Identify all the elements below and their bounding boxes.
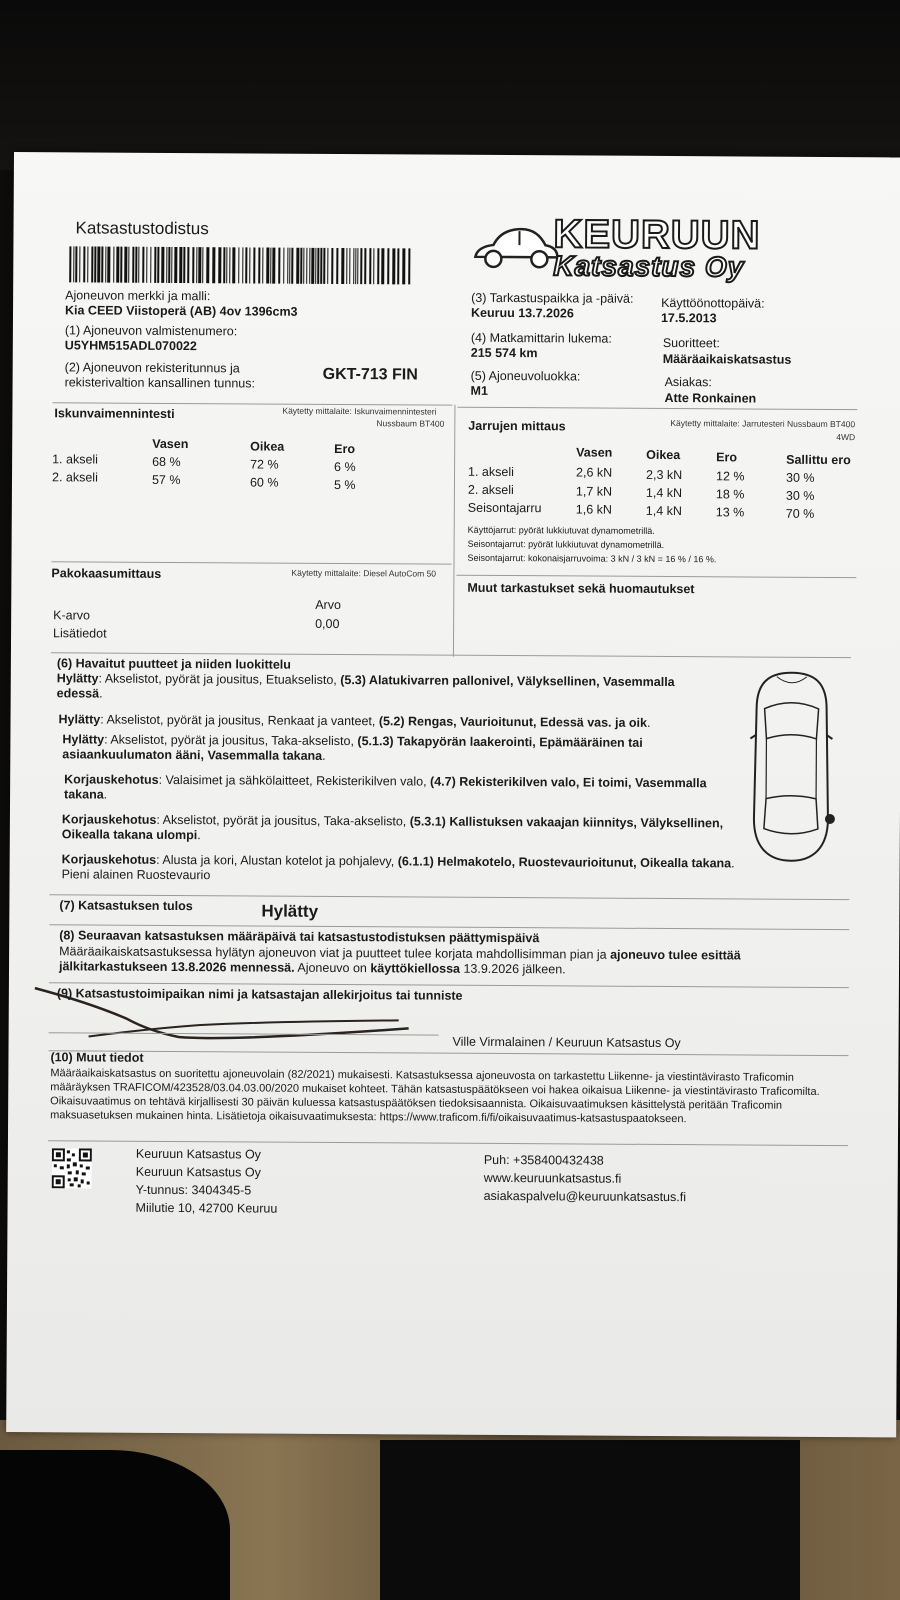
defect-code: (6.1.1) Helmakotelo, Ruostevaurioitunut, Oikealla takana bbox=[397, 854, 732, 871]
shock-test-device: Käytetty mittalaite: Iskunvaimennintesteri bbox=[282, 405, 437, 417]
k-value: 0,00 bbox=[315, 616, 340, 631]
barcode-bar bbox=[212, 247, 215, 283]
barcode-bar bbox=[317, 248, 319, 284]
defect-tail: . bbox=[322, 748, 326, 763]
next-text-bold-2: käyttökiellossa bbox=[370, 961, 461, 976]
divider bbox=[48, 1140, 848, 1146]
barcode-bar bbox=[266, 248, 269, 284]
qr-code-icon bbox=[52, 1148, 92, 1188]
footer-phone: Puh: +358400432438 bbox=[483, 1152, 604, 1168]
brake-note: Seisontajarrut: pyörät lukkiutuvat dynamometrillä. bbox=[467, 538, 665, 550]
brake-row-value: 1,7 kN bbox=[575, 484, 613, 499]
barcode-bar bbox=[278, 248, 280, 284]
other-info-text: Määräaikaiskatsastus on suoritettu ajoneuvolain (82/2021) mukaisesti. Katsastuksessa ajoneuvosta on tarkastettu Liikenne- ja viestintävirasto Traficomin määräyksen TRAFICOM/423528/03.04.03.00/2020 mukaiset kohteet. Tähän katsastuspäätökseen voi hakea oikaisua Liikenne- ja viestintävirasto Traficomilta. Oikaisuvaatimus on tehtävä kirjallisesti 30 päivän kuluessa katsastuspäätöksen tiedoksisaannista. Oikaisuvaatimuksen käsittelystä peritään Traficomin maksuasetuksen mukainen hinta. Lisätietoja oikaisuvaatimuksesta: https://www.traficom.fi/fi/oikaisuvaatimus-katsastuspaatokseen. bbox=[50, 1067, 820, 1126]
barcode-bar bbox=[223, 247, 225, 283]
emission-value-header: Arvo bbox=[315, 597, 341, 613]
divider bbox=[52, 402, 452, 405]
barcode-bar bbox=[381, 248, 384, 284]
defect-description: : Akselistot, pyörät ja jousitus, Taka-akselisto, bbox=[104, 732, 358, 749]
barcode-bar bbox=[392, 248, 395, 284]
brake-row-label: 2. akseli bbox=[467, 482, 514, 498]
barcode-bar bbox=[364, 248, 366, 284]
defect-code: (5.2) Rengas, Vaurioitunut, Edessä vas. ja oik bbox=[378, 714, 648, 730]
odometer-label: (4) Matkamittarin lukema: bbox=[470, 330, 612, 346]
barcode-bar bbox=[377, 248, 379, 284]
background-dark bbox=[0, 0, 900, 170]
defect-grade: Korjauskehotus bbox=[61, 812, 157, 827]
defect-code: (5.1.3) Takapyörän laakerointi, Epämääräinen tai asiaankuulumaton ääni, Vasemmalla takana bbox=[62, 734, 643, 763]
brake-header-right: Oikea bbox=[646, 447, 681, 463]
barcode-bar bbox=[198, 247, 201, 283]
footer-line: Keuruun Katsastus Oy bbox=[135, 1164, 261, 1180]
barcode-bar bbox=[296, 248, 299, 284]
place-date: Keuruu 13.7.2026 bbox=[470, 305, 574, 321]
barcode-bar bbox=[135, 247, 137, 283]
reg-label-1: (2) Ajoneuvon rekisteritunnus ja bbox=[64, 360, 240, 376]
barcode-bar bbox=[346, 248, 347, 284]
barcode-bar bbox=[331, 248, 333, 284]
barcode bbox=[69, 246, 415, 284]
barcode-bar bbox=[192, 247, 194, 283]
defect-item bbox=[57, 671, 717, 705]
barcode-bar bbox=[183, 247, 185, 283]
next-inspection-text bbox=[59, 944, 779, 978]
make-model-label: Ajoneuvon merkki ja malli: bbox=[65, 288, 211, 304]
barcode-bar bbox=[306, 248, 307, 284]
signature-title: (9) Katsastustoimipaikan nimi ja katsastajan allekirjoitus tai tunniste bbox=[56, 986, 463, 1003]
barcode-bar bbox=[360, 248, 362, 284]
car-logo-icon bbox=[471, 217, 561, 274]
barcode-bar bbox=[311, 248, 314, 284]
shock-header-left: Vasen bbox=[152, 436, 189, 452]
first-use-label: Käyttöönottopäivä: bbox=[661, 295, 765, 311]
brake-row-value: 18 % bbox=[715, 487, 745, 502]
defect-description: : Akselistot, pyörät ja jousitus, Etuakselisto, bbox=[98, 671, 341, 688]
barcode-bar bbox=[232, 247, 235, 283]
barcode-bar bbox=[320, 248, 322, 284]
registration-number: GKT-713 FIN bbox=[322, 365, 418, 384]
barcode-bar bbox=[168, 247, 170, 283]
barcode-bar bbox=[107, 247, 110, 283]
brake-test-device: Käytetty mittalaite: Jarrutesteri Nussbaum BT400 bbox=[670, 418, 856, 430]
barcode-bar bbox=[206, 247, 209, 283]
barcode-bar bbox=[174, 247, 177, 283]
barcode-bar bbox=[97, 247, 100, 283]
barcode-bar bbox=[113, 247, 114, 283]
barcode-bar bbox=[238, 247, 239, 283]
defect-description: : Valaisimet ja sähkölaitteet, Rekisterikilven valo, bbox=[158, 772, 431, 789]
brake-row-value: 13 % bbox=[715, 505, 745, 520]
divider bbox=[453, 405, 456, 657]
brake-row-value: 12 % bbox=[715, 469, 745, 484]
make-model: Kia CEED Viistoperä (AB) 4ov 1396cm3 bbox=[64, 303, 298, 319]
barcode-bar bbox=[253, 247, 255, 283]
barcode-bar bbox=[300, 248, 302, 284]
emission-device: Käytetty mittalaite: Diesel AutoCom 50 bbox=[291, 567, 437, 579]
barcode-bar bbox=[336, 248, 338, 284]
defect-description: : Akselistot, pyörät ja jousitus, Renkaat ja vanteet, bbox=[100, 712, 379, 729]
barcode-bar bbox=[161, 247, 164, 283]
barcode-bar bbox=[171, 247, 172, 283]
barcode-bar bbox=[69, 246, 71, 282]
barcode-bar bbox=[397, 248, 399, 284]
footer-line: Keuruun Katsastus Oy bbox=[135, 1146, 262, 1162]
emission-title: Pakokaasumittaus bbox=[51, 566, 162, 581]
brake-row-label: 1. akseli bbox=[468, 464, 514, 480]
barcode-bar bbox=[245, 247, 247, 283]
performed-label: Suoritteet: bbox=[662, 335, 720, 351]
barcode-bar bbox=[120, 247, 122, 283]
signature-scribble-icon bbox=[29, 978, 449, 1051]
shock-row-label: 2. akseli bbox=[51, 470, 98, 485]
defect-code: (5.3) Alatukivarren pallonivel, Välyksellinen, Vasemmalla edessä bbox=[56, 673, 675, 701]
brake-row-value: 1,4 kN bbox=[645, 485, 683, 501]
footer-email: asiakaspalvelu@keuruunkatsastus.fi bbox=[483, 1188, 687, 1205]
brake-test-title: Jarrujen mittaus bbox=[468, 418, 566, 434]
barcode-bar bbox=[226, 247, 227, 283]
defect-tail: . bbox=[103, 787, 108, 802]
brake-test-device-mode: 4WD bbox=[836, 432, 856, 443]
inspection-certificate bbox=[6, 152, 900, 1437]
brake-note: Seisontajarrut: kokonaisjarruvoima: 3 kN / 3 kN = 16 % / 16 %. bbox=[467, 552, 717, 565]
barcode-bar bbox=[83, 246, 85, 282]
place-date-label: (3) Tarkastuspaikka ja -päivä: bbox=[471, 290, 634, 306]
barcode-bar bbox=[128, 247, 129, 283]
brake-row-value: 30 % bbox=[785, 470, 815, 485]
defect-grade: Korjauskehotus bbox=[64, 772, 159, 787]
barcode-bar bbox=[303, 248, 304, 284]
defect-item bbox=[64, 772, 724, 806]
footer-website: www.keuruunkatsastus.fi bbox=[483, 1170, 622, 1186]
brake-header-left: Vasen bbox=[576, 445, 613, 460]
performed: Määräaikaiskatsastus bbox=[662, 351, 792, 367]
barcode-bar bbox=[87, 246, 88, 282]
next-text-1: Määräaikaiskatsastuksessa hylätyn ajoneuvon viat ja puutteet tulee korjata mahdollisimman pian ja bbox=[59, 944, 611, 962]
customer: Atte Ronkainen bbox=[664, 390, 757, 406]
footer-line: Y-tunnus: 3404345-5 bbox=[135, 1182, 252, 1198]
vehicle-class: M1 bbox=[470, 383, 488, 398]
barcode-bar bbox=[75, 246, 77, 282]
next-text-3: 13.9.2026 jälkeen. bbox=[459, 961, 566, 977]
brake-header-diff: Ero bbox=[716, 450, 738, 465]
other-checks-title: Muut tarkastukset sekä huomautukset bbox=[467, 580, 695, 597]
barcode-bar bbox=[341, 248, 344, 284]
logo-line-2: Katsastus Oy bbox=[553, 250, 745, 283]
barcode-bar bbox=[142, 247, 144, 283]
barcode-bar bbox=[94, 246, 96, 282]
first-use: 17.5.2013 bbox=[660, 310, 717, 326]
divider bbox=[51, 561, 451, 564]
defect-tail: . bbox=[99, 686, 103, 701]
divider bbox=[456, 575, 856, 578]
shock-header-right: Oikea bbox=[250, 439, 285, 454]
brake-row-value: 30 % bbox=[785, 488, 815, 503]
brake-row-value: 2,3 kN bbox=[645, 467, 683, 483]
barcode-bar bbox=[408, 248, 410, 284]
extra-info-label: Lisätiedot bbox=[53, 626, 107, 641]
divider bbox=[457, 407, 857, 410]
shock-row-value: 6 % bbox=[334, 459, 356, 475]
defect-code: (5.3.1) Kallistuksen vakaajan kiinnitys, Välyksellinen, Oikealla takana ulompi bbox=[61, 814, 724, 843]
defect-item bbox=[62, 732, 722, 766]
odometer: 215 574 km bbox=[470, 345, 538, 361]
shock-test-title: Iskunvaimennintesti bbox=[54, 406, 175, 421]
barcode-bar bbox=[283, 248, 284, 284]
defect-grade: Korjauskehotus bbox=[61, 852, 157, 867]
barcode-bar bbox=[242, 247, 243, 283]
barcode-bar bbox=[357, 248, 358, 284]
shock-test-device-model: Nussbaum BT400 bbox=[376, 418, 445, 429]
barcode-bar bbox=[132, 247, 134, 283]
logo-line-1: KEURUUN bbox=[553, 212, 761, 258]
barcode-bar bbox=[349, 248, 350, 284]
barcode-bar bbox=[91, 246, 93, 282]
shock-row-value: 60 % bbox=[249, 475, 279, 490]
shock-row-value: 57 % bbox=[151, 472, 181, 488]
barcode-bar bbox=[116, 247, 119, 283]
defect-item bbox=[62, 812, 742, 846]
barcode-bar bbox=[291, 248, 293, 284]
barcode-bar bbox=[79, 246, 80, 282]
defect-grade: Hylätty bbox=[56, 671, 99, 686]
barcode-bar bbox=[202, 247, 203, 283]
result-value: Hylätty bbox=[261, 901, 319, 921]
k-value-label: K-arvo bbox=[53, 608, 91, 623]
barcode-bar bbox=[327, 248, 328, 284]
result-label: (7) Katsastuksen tulos bbox=[59, 898, 193, 914]
background-chair bbox=[380, 1440, 800, 1600]
brake-row-label: Seisontajarru bbox=[467, 500, 542, 516]
barcode-bar bbox=[154, 247, 156, 283]
barcode-bar bbox=[262, 248, 263, 284]
barcode-bar bbox=[138, 247, 139, 283]
document-title: Katsastustodistus bbox=[75, 218, 209, 239]
barcode-bar bbox=[369, 248, 371, 284]
defect-grade: Hylätty bbox=[58, 712, 101, 727]
car-diagram-icon bbox=[746, 668, 837, 865]
brake-row-value: 1,6 kN bbox=[575, 502, 613, 517]
divider bbox=[49, 1050, 849, 1056]
shock-row-label: 1. akseli bbox=[52, 452, 99, 467]
defect-description: : Akselistot, pyörät ja jousitus, Taka-akselisto, bbox=[156, 812, 410, 829]
barcode-bar bbox=[101, 247, 103, 283]
inspector-name: Ville Virmalainen / Keuruun Katsastus Oy bbox=[452, 1034, 681, 1051]
barcode-bar bbox=[124, 247, 127, 283]
barcode-bar bbox=[272, 248, 275, 284]
defect-item bbox=[62, 852, 742, 886]
brake-row-value: 2,6 kN bbox=[576, 465, 613, 480]
customer-label: Asiakas: bbox=[664, 374, 712, 390]
barcode-bar bbox=[249, 247, 250, 283]
barcode-bar bbox=[323, 248, 325, 284]
defect-tail: . Pieni alainen Ruostevaurio bbox=[61, 856, 735, 883]
barcode-bar bbox=[373, 248, 374, 284]
footer-line: Miilutie 10, 42700 Keuruu bbox=[135, 1200, 278, 1216]
defect-grade: Hylätty bbox=[62, 732, 105, 747]
barcode-bar bbox=[157, 247, 159, 283]
brake-row-value: 1,4 kN bbox=[645, 503, 683, 519]
barcode-bar bbox=[402, 248, 405, 284]
brake-row-value: 70 % bbox=[785, 506, 815, 521]
other-info-title: (10) Muut tiedot bbox=[50, 1050, 144, 1065]
defect-description: : Alusta ja kori, Alustan kotelot ja pohjalevy, bbox=[156, 852, 398, 869]
barcode-bar bbox=[229, 247, 230, 283]
shock-row-value: 72 % bbox=[250, 457, 279, 472]
barcode-bar bbox=[387, 248, 389, 284]
defect-tail: . bbox=[646, 715, 651, 730]
vin: U5YHM515ADL070022 bbox=[64, 338, 197, 354]
barcode-bar bbox=[146, 247, 147, 283]
next-text-bold-1: ajoneuvo tulee esittää jälkitarkastukseen 13.8.2026 mennessä. bbox=[58, 947, 741, 975]
vin-label: (1) Ajoneuvon valmistenumero: bbox=[64, 323, 238, 339]
brake-note: Käyttöjarrut: pyörät lukkiutuvat dynamometrillä. bbox=[467, 524, 655, 536]
barcode-bar bbox=[187, 247, 189, 283]
vehicle-class-label: (5) Ajoneuvoluokka: bbox=[470, 368, 581, 384]
next-text-2: Ajoneuvo on bbox=[294, 960, 371, 976]
defect-tail: . bbox=[197, 828, 201, 843]
barcode-bar bbox=[179, 247, 182, 283]
defect-code: (4.7) Rekisterikilven valo, Ei toimi, Vasemmalla takana bbox=[64, 774, 707, 802]
barcode-bar bbox=[258, 247, 260, 283]
barcode-bar bbox=[218, 247, 221, 283]
reg-label-2: rekisterivaltion kansallinen tunnus: bbox=[64, 375, 256, 391]
shock-row-value: 5 % bbox=[333, 477, 356, 493]
defect-item bbox=[58, 712, 718, 731]
barcode-bar bbox=[150, 247, 151, 283]
defects-title: (6) Havaitut puutteet ja niiden luokittelu bbox=[56, 656, 291, 672]
brake-header-allowed: Sallittu ero bbox=[786, 452, 851, 468]
shock-header-diff: Ero bbox=[334, 441, 356, 457]
shock-row-value: 68 % bbox=[152, 454, 181, 470]
next-inspection-title: (8) Seuraavan katsastuksen määräpäivä tai katsastustodistuksen päättymispäivä bbox=[59, 928, 540, 946]
